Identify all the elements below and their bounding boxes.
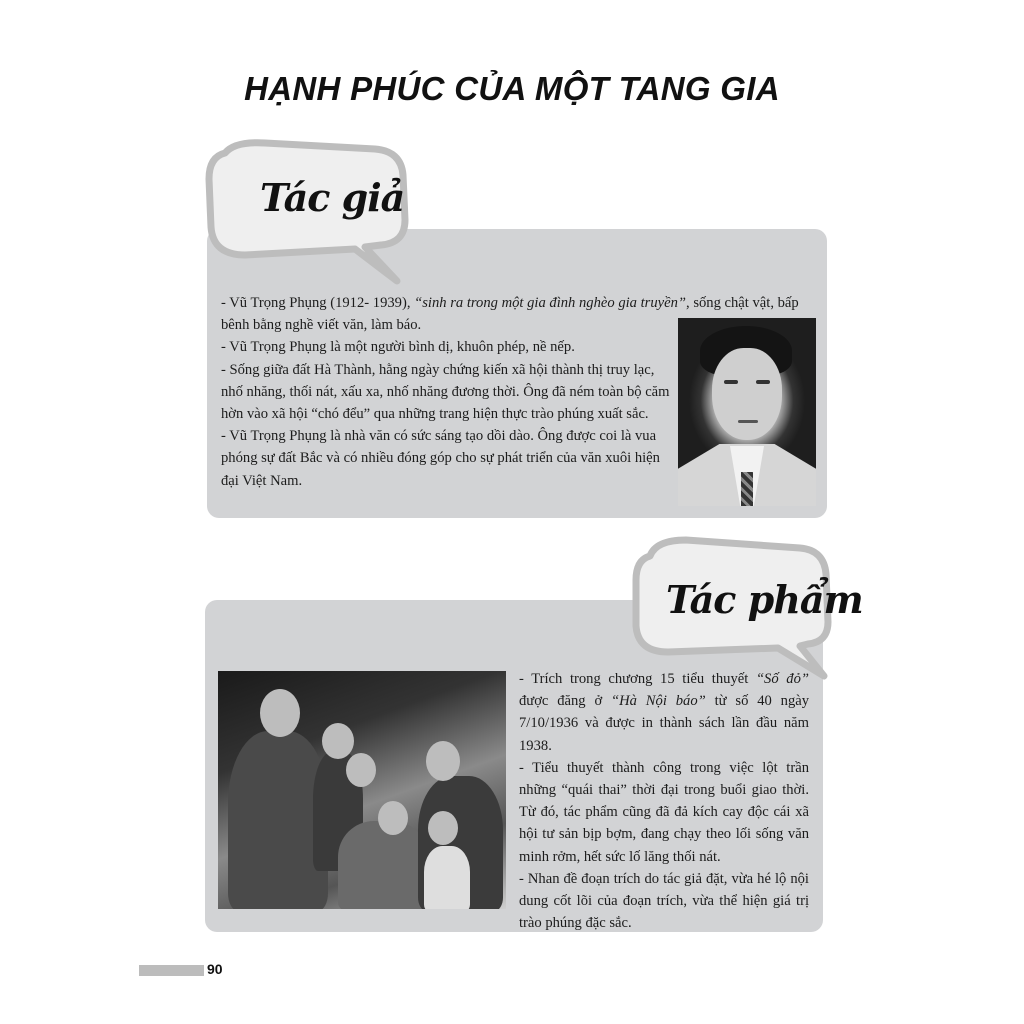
funeral-scene-illustration <box>218 671 506 909</box>
work-heading: Tác phẩm <box>666 577 863 622</box>
author-paragraph-4: - Vũ Trọng Phụng là nhà văn có sức sáng tạo dồi dào. Ông được coi là vua phóng sự đất Bắc và có nhiều đóng góp cho sự phát triển của văn xuôi hiện đại Việt Nam. <box>221 428 660 489</box>
portrait-eye <box>724 380 738 384</box>
text-span: , sống chật vật, bấp bênh bằng nghề viết văn, làm báo. <box>221 295 799 334</box>
work-heading-bubble <box>628 530 863 680</box>
page-title: HẠNH PHÚC CỦA MỘT TANG GIA <box>244 70 780 107</box>
quote-span: “Số đỏ” <box>755 671 809 687</box>
portrait-eye <box>756 380 770 384</box>
text-span: được đăng ở <box>519 693 612 710</box>
figure-head <box>426 741 460 781</box>
author-heading-bubble <box>205 135 410 285</box>
quote-span: “Hà Nội báo” <box>611 693 706 710</box>
work-paragraph-3: - Nhan đề đoạn trích do tác giả đặt, vừa hé lộ nội dung cốt lõi của đoạn trích, vừa thể hiện giá trị trào phúng đặc sắc. <box>519 870 809 932</box>
portrait-mouth <box>738 420 758 423</box>
work-paragraph-1 <box>519 668 809 757</box>
quote-span: “sinh ra trong một gia đình nghèo gia truyền” <box>414 295 687 311</box>
page-number: 90 <box>207 961 223 977</box>
author-heading: Tác giả <box>260 175 405 220</box>
figure-head <box>428 811 458 845</box>
author-paragraph-3: - Sống giữa đất Hà Thành, hằng ngày chứng kiến xã hội thành thị truy lạc, nhố nhăng, thối nát, xấu xa, nhố nhăng đương thời. Ông đã ném toàn bộ căm hờn vào xã hội “chó đểu” qua những trang hiện thực trào phúng xuất sắc. <box>221 361 670 423</box>
portrait-tie <box>741 472 753 506</box>
text-span: từ số 40 ngày 7/10/1936 và được in thành sách lần đầu năm 1938. <box>519 693 810 754</box>
text-span: - Trích trong chương 15 tiểu thuyết <box>519 671 756 687</box>
author-portrait <box>678 318 816 506</box>
page-number-bar <box>139 965 204 976</box>
figure-head <box>260 689 300 737</box>
author-paragraph-2: - Vũ Trọng Phụng là một người bình dị, khuôn phép, nề nếp. <box>221 339 575 356</box>
work-paragraph-2: - Tiểu thuyết thành công trong việc lột trần những “quái thai” thời đại trong buổi giao thời. Từ đó, tác phẩm cũng đã đả kích cay độc cái xã hội tư sản bịp bợm, đang chạy theo lối sống văn minh rởm, hết sức lố lăng thối nát. <box>519 759 809 865</box>
text-span: - Vũ Trọng Phụng (1912- 1939), <box>221 295 415 311</box>
figure-head <box>346 753 376 787</box>
figure <box>338 821 428 909</box>
figure-head <box>322 723 354 759</box>
portrait-face <box>712 348 782 440</box>
figure <box>424 846 470 909</box>
figure-head <box>378 801 408 835</box>
work-text <box>519 668 809 934</box>
